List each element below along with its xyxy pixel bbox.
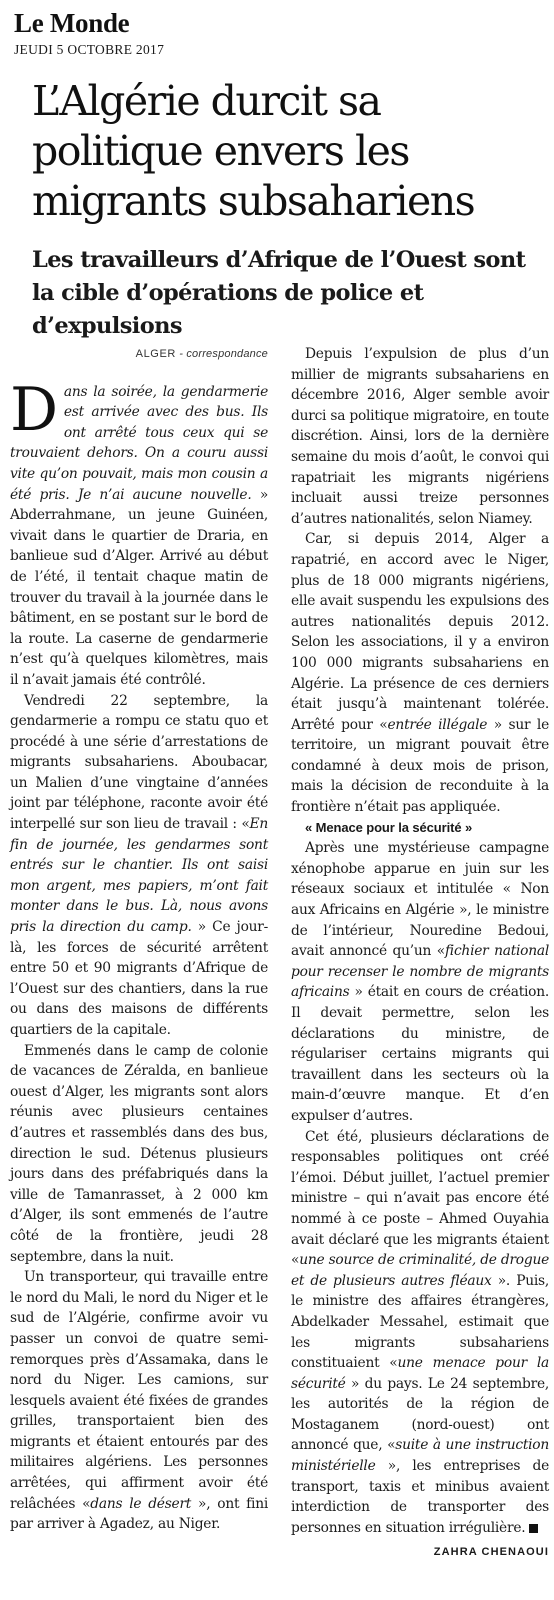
author-signature: ZAHRA CHENAOUI — [433, 1546, 549, 1559]
byline-role: - correspondance — [175, 348, 268, 360]
paragraph-6 — [291, 529, 549, 817]
paragraph-7-text-b: » était en cours de création. Il devait permettre, selon les déclarations du ministre, de régulariser certains migrants qui travaillent dans les secteurs où la main-d’œuvre manque. Et d’en expulser d’autres. — [291, 984, 549, 1124]
publication-date: JEUDI 5 OCTOBRE 2017 — [14, 42, 165, 57]
article-headline: L’Algérie durcit sa politique envers les migrants subsahariens — [32, 77, 475, 225]
paragraph-8-text-a: Cet été, plusieurs déclarations de responsables politiques ont créé l’émoi. Début juillet, l’actuel premier ministre – qui n’avait pas encore été nommé à ce poste – Ahmed Ouyahia avait déclaré que les migrants étaient « — [291, 1128, 549, 1269]
newspaper-masthead: Le Monde — [14, 8, 130, 38]
paragraph-8-text-c: » du pays. Le 24 septembre, les autorités de la région de Mostaganem (nord-ouest) ont annoncé que, « — [291, 1375, 549, 1454]
paragraph-2 — [10, 691, 268, 1041]
quote-abderrahmane: ans la soirée, la gendarmerie est arrivée avec des bus. Ils ont arrêté tous ceux qui se trouvaient dehors. On a couru aussi vite qu’on pouvait, mais mon cousin a été pris. Je n’ai aucune nouvelle. — [10, 383, 268, 503]
paragraph-4-text-a: Un transporteur, qui travaille entre le nord du Mali, le nord du Niger et le sud de l’Algérie, confirme avoir vu passer un convoi de quatre semi-remorques près d’Assamaka, dans le nord du Niger. Les camions, sur lesquels avaient été fixées de grandes grilles, transportaient bien des migrants et étaient entourés par des militaires algériens. Les personnes arrêtées, qui affirment avoir été relâchées « — [10, 1269, 268, 1512]
quote-fichier-national: fichier national pour recenser le nombre de migrants africains — [291, 943, 549, 1001]
intertitle: « Menace pour la sécurité » — [305, 819, 473, 835]
paragraph-3: Emmenés dans le camp de colonie de vacances de Zéralda, en banlieue ouest d’Alger, les migrants sont alors réunis avec plusieurs centaines d’autres et rassemblés dans des bus, direction le sud. Détenus plusieurs jours dans des préfabriqués dans la ville de Tamanrasset, à 2 000 km d’Alger, ils sont emmenés de l’autre côté de la frontière, jeudi 28 septembre, dans la nuit. — [10, 1042, 268, 1265]
article-column-left — [10, 344, 268, 1535]
paragraph-8-text-d: », les entreprises de transport, taxis et minibus avaient interdiction de transporter des personnes en situation irrégulière. — [291, 1458, 549, 1536]
quote-messahel: une menace pour la sécurité — [291, 1355, 549, 1392]
drop-cap: D — [10, 374, 58, 445]
quote-instruction: suite à une instruction ministérielle — [291, 1437, 550, 1475]
byline — [10, 344, 268, 365]
quote-desert: dans le désert — [90, 1495, 192, 1512]
paragraph-6-text-b: » sur le territoire, un migrant pouvait être condamné à deux mois de prison, mais la décision de reconduite à la frontière n’était pas appliquée. — [291, 716, 549, 816]
paragraph-5: Depuis l’expulsion de plus d’un millier de migrants subsahariens en décembre 2016, Alger semble avoir durci sa politique migratoire, en toute discrétion. Ainsi, lors de la dernière semaine du mois d’août, le convoi qui rapatriait les migrants nigériens incluait aussi treize personnes d’autres nationalités, selon Niamey. — [291, 346, 549, 527]
quote-ouyahia: une source de criminalité, de drogue et de plusieurs autres fléaux — [291, 1252, 549, 1289]
paragraph-8-text-b: ». Puis, le ministre des affaires étrangères, Abdelkader Messahel, estimait que les migrants subsahariens constituaient « — [291, 1272, 549, 1372]
paragraph-1-text: » Abderrahmane, un jeune Guinéen, vivait dans le quartier de Draria, en banlieue sud d’Alger. Arrivé au début de l’été, il tentait chaque matin de trouver du travail à la journée dans le bâtiment, en se postant sur le bord de la route. La caserne de gendarmerie n’est qu’à quelques kilomètres, mais il n’avait jamais été contrôlé. — [10, 486, 269, 688]
paragraph-2-text-a: Vendredi 22 septembre, la gendarmerie a rompu ce statu quo et procédé à une série d’arrestations de migrants subsahariens. Aboubacar, un Malien d’une vingtaine d’années joint par téléphone, raconte avoir été interpellé sur son lieu de travail : « — [10, 692, 268, 833]
article-column-right — [291, 344, 549, 1563]
paragraph-1 — [10, 374, 269, 691]
paragraph-7 — [291, 838, 549, 1126]
quote-aboubacar: En fin de journée, les gendarmes sont entrés sur le chantier. Ils ont saisi mon argent, mes papiers, m’ont fait monter dans le bus. Là, nous avons pris la direction du camp. — [10, 816, 268, 936]
paragraph-4-text-b: », ont fini par arriver à Agadez, au Niger. — [10, 1495, 268, 1533]
paragraph-6-text-a: Car, si depuis 2014, Alger a rapatrié, en accord avec le Niger, plus de 18 000 migrants nigériens, elle avait suspendu les expulsions des autres nationalités depuis 2012. Selon les associations, il y a environ 100 000 migrants subsahariens en Algérie. La présence de ces derniers était jusqu’à maintenant tolérée. Arrêté pour « — [291, 531, 549, 733]
paragraph-7-text-a: Après une mystérieuse campagne xénophobe apparue en juin sur les réseaux sociaux et intitulée « Non aux Africains en Algérie », le ministre de l’intérieur, Nouredine Bedoui, avait annoncé qu’un « — [291, 840, 549, 960]
paragraph-8 — [291, 1127, 549, 1539]
end-of-article-mark — [529, 1524, 538, 1533]
quote-entree-illegale: entrée illégale — [387, 716, 488, 733]
paragraph-2-text-b: » Ce jour-là, les forces de sécurité arrêtent entre 50 et 90 migrants d’Afrique de l’Ouest sur des chantiers, dans la rue ou dans des maisons de différents quartiers de la capitale. — [10, 919, 269, 1038]
paragraph-4 — [10, 1267, 268, 1535]
article-subheadline: Les travailleurs d’Afrique de l’Ouest sont la cible d’opérations de police et d’expulsions — [32, 247, 526, 339]
byline-place: ALGER — [135, 348, 176, 360]
